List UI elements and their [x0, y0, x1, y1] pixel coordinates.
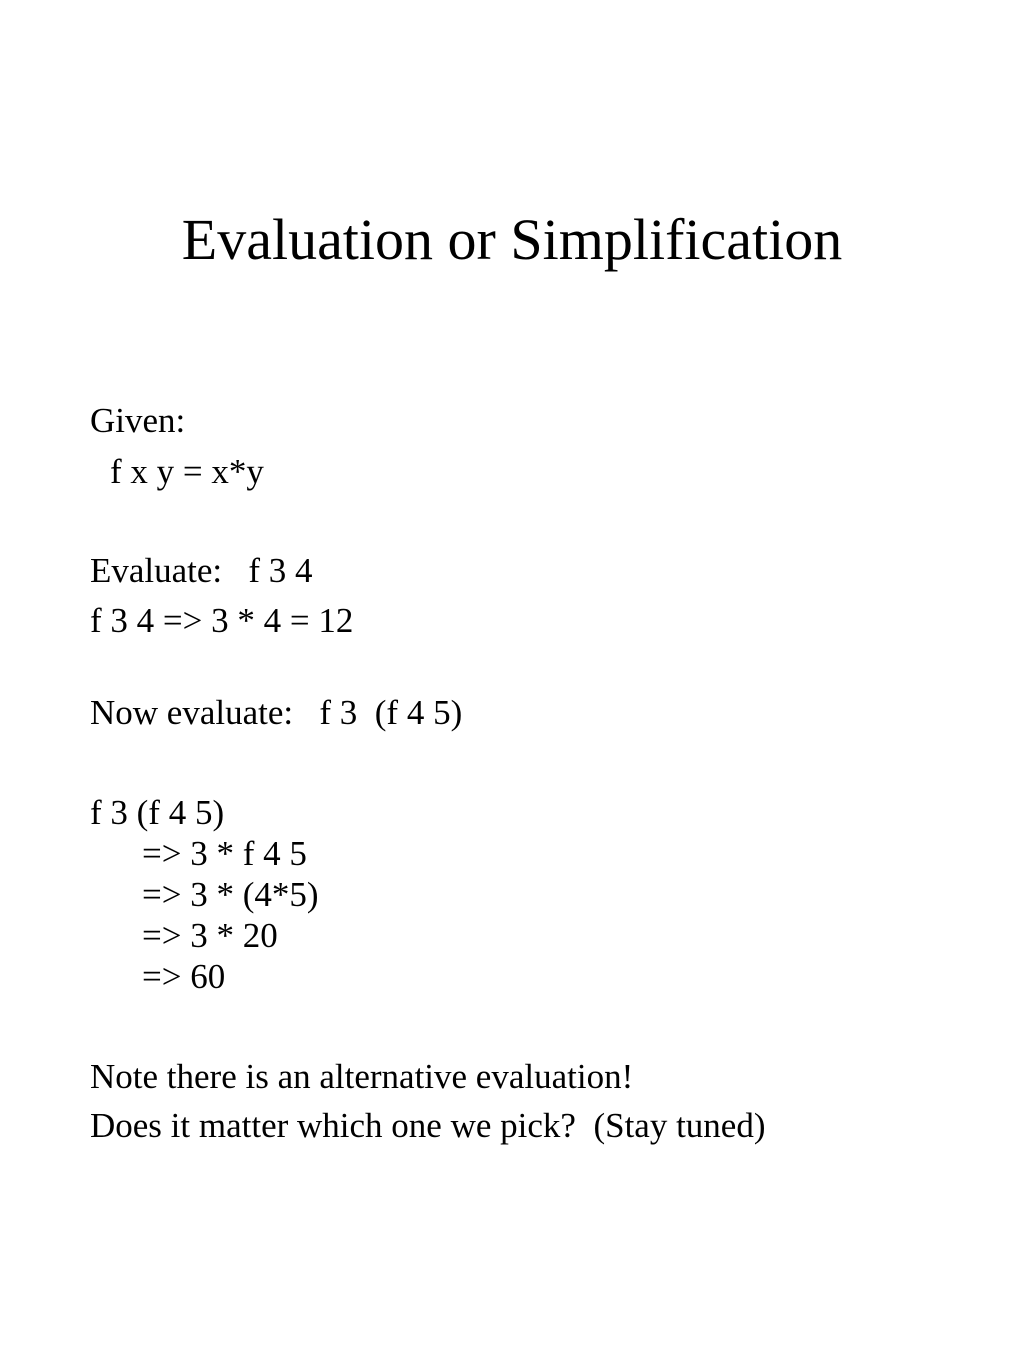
given-label: Given:	[90, 401, 186, 440]
given-definition: f x y = x*y	[110, 452, 264, 491]
evaluate-line: Evaluate: f 3 4	[90, 551, 313, 590]
step-line: => 60	[142, 957, 226, 996]
step-line: => 3 * f 4 5	[142, 834, 307, 873]
note-line: Note there is an alternative evaluation!	[90, 1057, 634, 1096]
step-line: => 3 * (4*5)	[142, 875, 319, 914]
question-line: Does it matter which one we pick? (Stay tuned)	[90, 1106, 766, 1145]
step-line: => 3 * 20	[142, 916, 278, 955]
evaluate-result: f 3 4 => 3 * 4 = 12	[90, 601, 354, 640]
slide-title: Evaluation or Simplification	[181, 207, 843, 272]
now-evaluate-line: Now evaluate: f 3 (f 4 5)	[90, 693, 463, 732]
step-line: f 3 (f 4 5)	[90, 793, 225, 832]
